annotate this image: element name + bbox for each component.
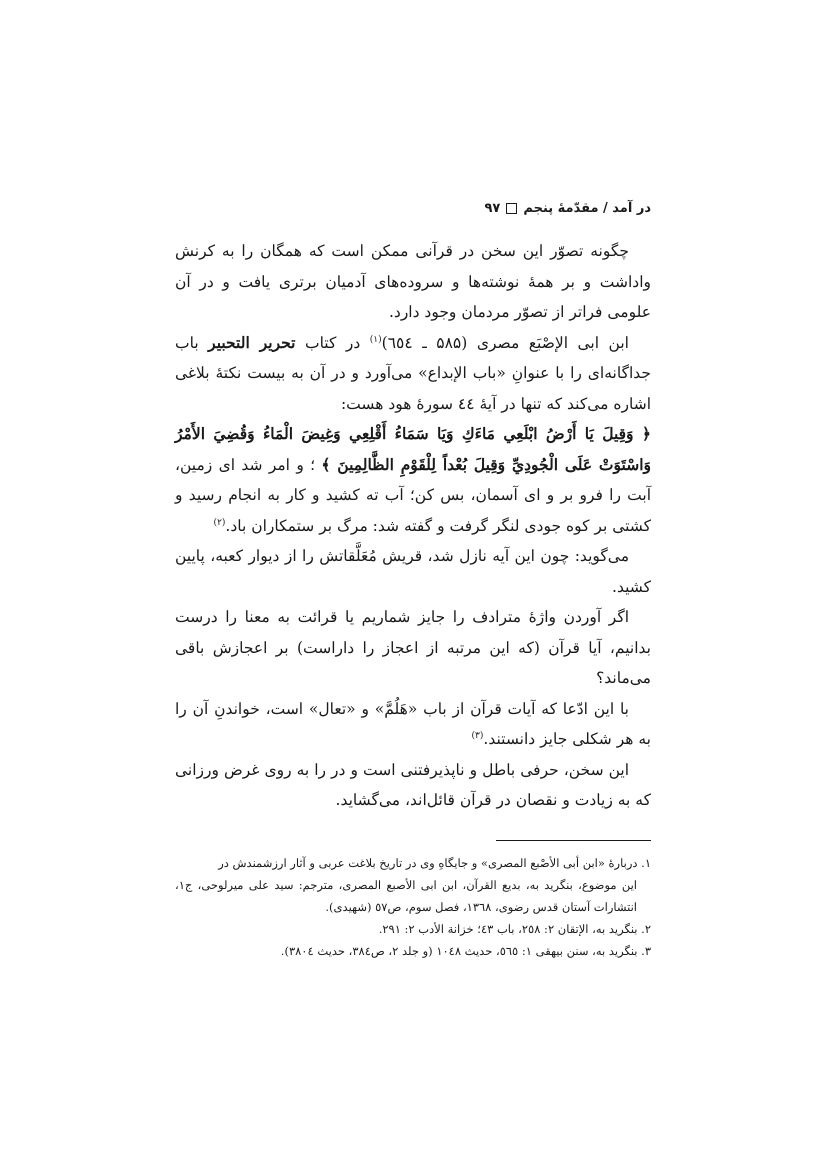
paragraph-4: اگر آوردن واژهٔ مترادف را جایز شماریم یا قرائت به معنا را درست بدانیم، آیا قرآن (که این مرتبه از اعجاز را داراست) بر اعجازش باقی می‌ماند؟ (175, 608, 651, 687)
paragraph-2-rest: باب جداگانه‌ای را با عنوانِ «باب الإبداع» می‌آورد و در آن به بیست نکتهٔ بلاغی اشاره می‌کند که تنها در آیهٔ ٤٤ سورهٔ هود هست: (175, 333, 651, 413)
footnote-ref-1: (١) (369, 334, 382, 345)
footnote-ref-3: (٣) (471, 730, 484, 741)
footnote-2: ٢. بنگرید به، الإتقان ٢: ٢٥٨، باب ٤٣؛ خزانة الأدب ٢: ٢٩١. (378, 922, 651, 936)
author-name: ابن ابی الإصْبَع مصری (۵۸۵ ـ ٦٥٤) (381, 333, 629, 352)
footnote-1: ١. دربارهٔ «ابن أبی الأصْبع المصری» و جایگاهِ وی در تاریخ بلاغت عربی و آثار ارزشمندش در (218, 856, 651, 870)
square-ornament-icon (506, 203, 517, 214)
footnotes (175, 852, 651, 962)
header-title: در آمد / مقدّمهٔ پنجم (523, 200, 651, 216)
footnote-1-continued: این موضوع، بنگرید به، بدیع القرآن، ابن ابی الأصبع المصری، مترجم: سید علی میرلوحی، ج١، انتشارات آستان قدس رضوی، ١٣٦٨، فصل سوم، ص٥٧ (شهیدی). (175, 878, 637, 914)
paragraph-5-text: با این ادّعا که آیات قرآن از باب «هَلُمَّ» و «تعال» است، خواندنِ آن را به هر شکلی جایز دانستند. (175, 699, 651, 748)
book-title: تحریر التحبیر (208, 332, 296, 352)
footnote-ref-2: (٢) (213, 517, 226, 528)
paragraph-5 (175, 694, 651, 755)
paragraph-1: چگونه تصوّر این سخن در قرآنی ممکن است که همگان را به کرنش واداشت و بر همهٔ نوشته‌ها و سروده‌های آدمیان برتری یافت و در آن علومی فراتر از تصوّر مردمان وجود دارد. (175, 242, 651, 321)
body-text (175, 236, 651, 816)
verse-translation: ؛ و امر شد ای زمین، آبت را فرو بر و ای آسمان، بس کن؛ آب ته کشید و کار به انجام رسید و کشتی بر کوه جودی لنگر گرفت و گفته شد: مرگ بر ستمکاران باد. (175, 455, 651, 535)
running-header (485, 194, 652, 222)
paragraph-2-text: در کتاب (295, 333, 370, 352)
verse-paragraph (175, 419, 651, 541)
footnote-divider (496, 840, 651, 841)
quran-verse: ﴿ وَقِيلَ يَا أَرْضُ ابْلَعِي مَاءَكِ وَيَا سَمَاءُ أَقْلِعِي وَغِيضَ الْمَاءُ وَقُضِيَ الأَمْرُ وَاسْتَوَتْ عَلَى الْجُودِيِّ وَقِيلَ بُعْداً لِلْقَوْمِ الظَّالِمِينَ ﴾ (175, 424, 651, 474)
paragraph-6: این سخن، حرفی باطل و ناپذیرفتنی است و در را به روی غرض ورزانی که به زیادت و نقصان در قرآن قائل‌اند، می‌گشاید. (175, 760, 651, 809)
paragraph-3: می‌گوید: چون این آیه نازل شد، قریش مُعَلَّقاتش را از دیوار کعبه، پایین کشید. (175, 547, 651, 596)
paragraph-2 (175, 328, 651, 420)
page-number: ۹۷ (484, 200, 501, 216)
footnote-3: ٣. بنگرید به، سنن بیهقی ١: ٥٦٥، حدیث ١٠٤٨ (و جلد ٢، ص٣٨٤، حدیث ٣٨٠٤). (280, 944, 651, 958)
